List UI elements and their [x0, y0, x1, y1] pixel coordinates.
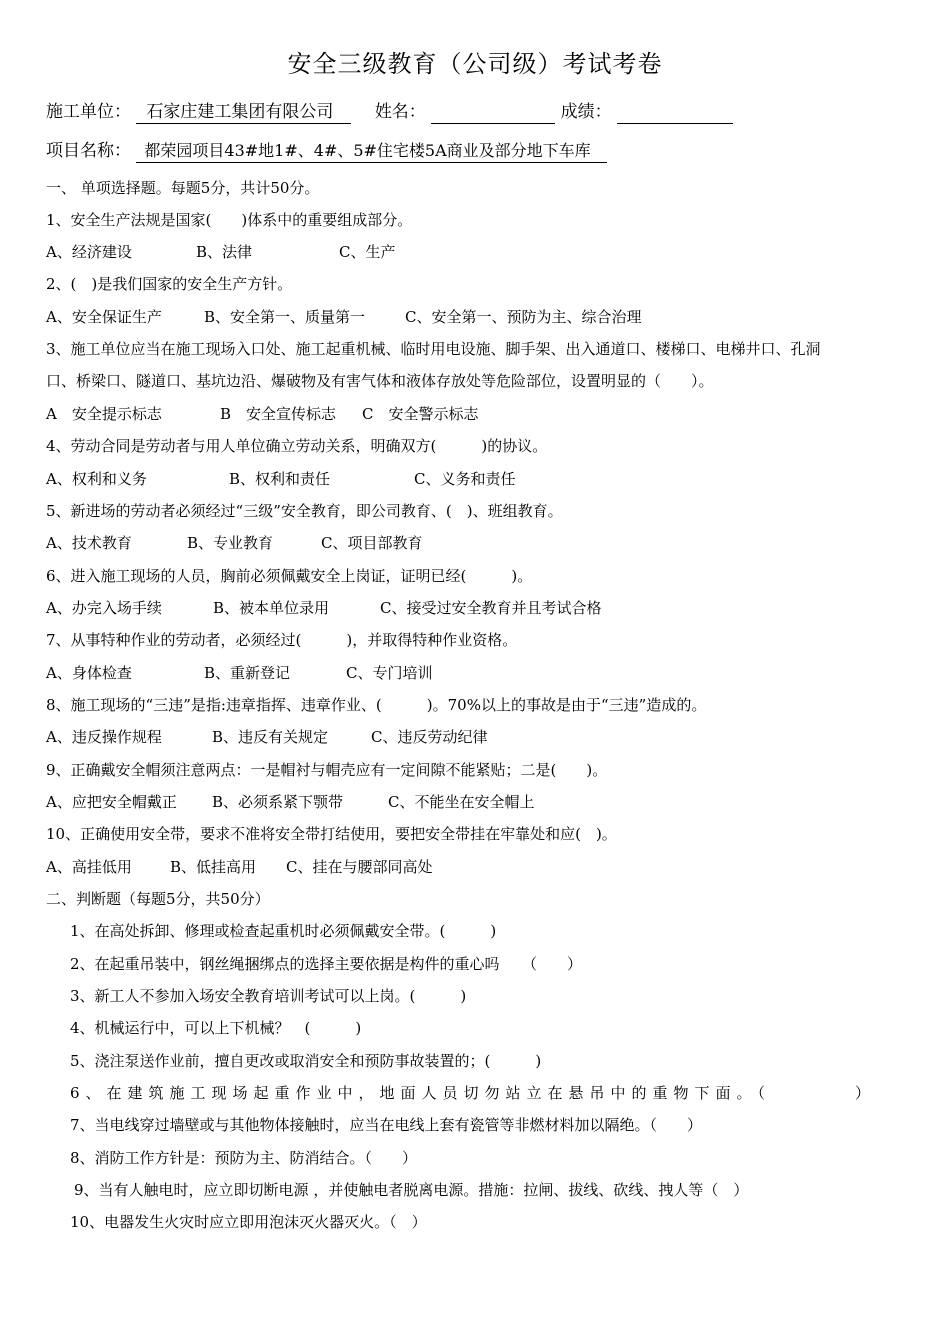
option-c[interactable]: C 安全警示标志 — [362, 405, 479, 423]
option-a[interactable]: A 安全提示标志 — [46, 405, 162, 423]
option-b[interactable]: B、被本单位录用 — [213, 599, 330, 617]
options-2 — [46, 307, 641, 327]
option-b[interactable]: B、专业教育 — [187, 534, 274, 552]
judge-question-10: 10、电器发生火灾时应立即用泡沫灭火器灭火。（ ） — [70, 1213, 427, 1231]
option-c[interactable]: C、义务和责任 — [414, 470, 516, 488]
unit-value: 石家庄建工集团有限公司 — [136, 101, 351, 124]
question-2: 2、( )是我们国家的安全生产方针。 — [46, 275, 293, 293]
option-b[interactable]: B、必须系紧下颚带 — [212, 793, 344, 811]
options-7 — [46, 663, 432, 683]
option-c[interactable]: C、安全第一、预防为主、综合治理 — [405, 308, 642, 326]
option-b[interactable]: B、法律 — [196, 243, 253, 261]
judge-question-7: 7、当电线穿过墙壁或与其他物体接触时，应当在电线上套有瓷管等非燃材料加以隔绝。（ ） — [70, 1116, 703, 1134]
option-b[interactable]: B、安全第一、质量第一 — [204, 308, 366, 326]
question-7: 7、从事特种作业的劳动者，必须经过( )，并取得特种作业资格。 — [46, 631, 518, 649]
name-label: 姓名： — [374, 102, 426, 122]
page-title: 安全三级教育（公司级）考试考卷 — [287, 50, 663, 78]
option-b[interactable]: B 安全宣传标志 — [220, 405, 337, 423]
header-row-project — [46, 139, 607, 163]
option-a[interactable]: A、权利和义务 — [46, 470, 147, 488]
option-a[interactable]: A、身体检查 — [46, 664, 132, 682]
option-c[interactable]: C、项目部教育 — [321, 534, 423, 552]
option-a[interactable]: A、应把安全帽戴正 — [46, 793, 177, 811]
option-a[interactable]: A、技术教育 — [46, 534, 132, 552]
question-9: 9、正确戴安全帽须注意两点：一是帽衬与帽壳应有一定间隙不能紧贴；二是( )。 — [46, 761, 608, 779]
option-c[interactable]: C、专门培训 — [346, 664, 433, 682]
question-6: 6、进入施工现场的人员，胸前必须佩戴安全上岗证，证明已经( )。 — [46, 567, 533, 585]
section2-heading: 二、判断题（每题5分，共50分） — [46, 890, 270, 908]
question-3: 3、施工单位应当在施工现场入口处、施工起重机械、临时用电设施、脚手架、出入通道口、楼梯口、电梯井口、孔洞 — [46, 340, 821, 358]
options-4 — [46, 469, 515, 489]
option-b[interactable]: B、权利和责任 — [229, 470, 331, 488]
option-b[interactable]: B、重新登记 — [204, 664, 291, 682]
question-1: 1、安全生产法规是国家( )体系中的重要组成部分。 — [46, 211, 413, 229]
option-c[interactable]: C、挂在与腰部同高处 — [286, 858, 433, 876]
judge-question-1: 1、在高处拆卸、修理或检查起重机时必须佩戴安全带。( ) — [70, 922, 497, 940]
options-1 — [46, 242, 395, 262]
score-field[interactable] — [617, 123, 733, 124]
question-8: 8、施工现场的“三违”是指:违章指挥、违章作业、( )。70%以上的事故是由于“三违”造成的。 — [46, 696, 707, 714]
options-3 — [46, 404, 478, 424]
option-c[interactable]: C、接受过安全教育并且考试合格 — [380, 599, 602, 617]
option-c[interactable]: C、不能坐在安全帽上 — [388, 793, 535, 811]
judge-question-2: 2、在起重吊装中，钢丝绳捆绑点的选择主要依据是构件的重心吗 （ ） — [70, 955, 583, 973]
option-a[interactable]: A、办完入场手续 — [46, 599, 162, 617]
option-c[interactable]: C、生产 — [339, 243, 396, 261]
option-b[interactable]: B、低挂高用 — [170, 858, 257, 876]
question-5: 5、新进场的劳动者必须经过“三级”安全教育，即公司教育、( )、班组教育。 — [46, 502, 563, 520]
judge-question-4: 4、机械运行中，可以上下机械？ ( ) — [70, 1019, 362, 1037]
options-9 — [46, 792, 534, 812]
name-field[interactable] — [431, 123, 555, 124]
judge-question-3: 3、新工人不参加入场安全教育培训考试可以上岗。( ) — [70, 987, 467, 1005]
options-6 — [46, 598, 601, 618]
question-10: 10、正确使用安全带，要求不准将安全带打结使用，要把安全带挂在牢靠处和应( )。 — [46, 825, 617, 843]
option-c[interactable]: C、违反劳动纪律 — [371, 728, 488, 746]
judge-question-6: 6、在建筑施工现场起重作业中，地面人员切勿站立在悬吊中的重物下面。（ ） — [70, 1084, 877, 1102]
judge-question-9: 9、当有人触电时，应立即切断电源 ，并使触电者脱离电源。措施：拉闸、拔线、砍线、拽人等（ ） — [74, 1181, 749, 1199]
options-8 — [46, 727, 487, 747]
header-row-unit — [46, 100, 733, 124]
option-b[interactable]: B、违反有关规定 — [212, 728, 329, 746]
score-label: 成绩： — [560, 102, 612, 122]
option-a[interactable]: A、经济建设 — [46, 243, 132, 261]
options-5 — [46, 533, 422, 553]
option-a[interactable]: A、安全保证生产 — [46, 308, 162, 326]
option-a[interactable]: A、违反操作规程 — [46, 728, 162, 746]
judge-question-5: 5、浇注泵送作业前，擅自更改或取消安全和预防事故装置的；( ) — [70, 1052, 542, 1070]
question-4: 4、劳动合同是劳动者与用人单位确立劳动关系，明确双方( )的协议。 — [46, 437, 548, 455]
judge-question-8: 8、消防工作方针是：预防为主、防消结合。（ ） — [70, 1149, 418, 1167]
project-label: 项目名称： — [46, 141, 131, 161]
unit-label: 施工单位： — [46, 102, 131, 122]
option-a[interactable]: A、高挂低用 — [46, 858, 132, 876]
question-3-continued: 口、桥梁口、隧道口、基坑边沿、爆破物及有害气体和液体存放处等危险部位，设置明显的（ ）。 — [46, 372, 714, 390]
section1-heading: 一、 单项选择题。每题5分，共计50分。 — [46, 179, 320, 197]
options-10 — [46, 857, 432, 877]
project-value: 都荣园项目43#地1#、4#、5#住宅楼5A商业及部分地下车库 — [136, 140, 606, 163]
